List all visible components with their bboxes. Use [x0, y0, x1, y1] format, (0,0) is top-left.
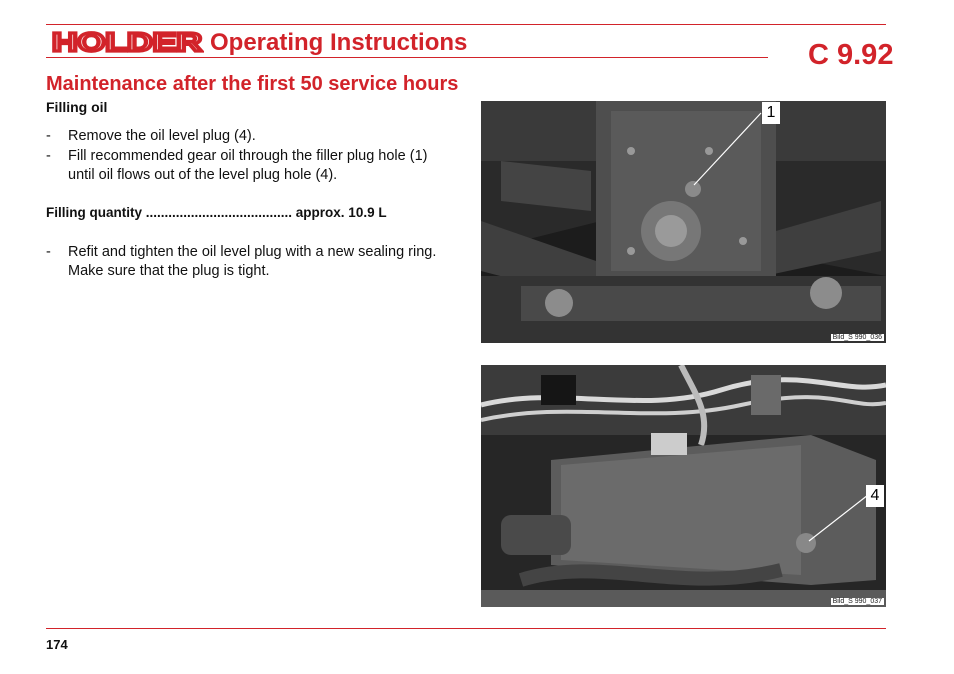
figure-axle-photo	[481, 101, 886, 343]
figure-caption: Bild_S 990_036	[832, 334, 882, 341]
svg-text:HOLDER: HOLDER	[52, 31, 203, 53]
step-item	[46, 147, 456, 185]
bullet-dash: -	[46, 148, 51, 164]
page-title: Operating Instructions	[210, 29, 468, 56]
quantity-label: Filling quantity .......................................	[46, 205, 293, 220]
step-text: Fill recommended gear oil through the filler plug hole (1) until oil flows out of the level plug hole (4).	[68, 148, 428, 183]
holder-logo	[52, 31, 204, 53]
callout-label: 4	[866, 485, 884, 507]
section-heading: Maintenance after the first 50 service hours	[46, 73, 459, 95]
sub-heading: Filling oil	[46, 99, 108, 115]
figure-caption: Bild_S 990_037	[832, 598, 882, 605]
bullet-dash: -	[46, 244, 51, 260]
step-text: Remove the oil level plug (4).	[68, 128, 256, 144]
footer-rule	[46, 628, 886, 629]
step-text: Refit and tighten the oil level plug with a new sealing ring. Make sure that the plug is tight.	[68, 244, 437, 279]
top-rule	[46, 24, 886, 25]
axle-photo-illustration	[481, 101, 886, 343]
callout-label: 1	[762, 102, 780, 124]
filling-quantity	[46, 205, 387, 220]
bullet-dash: -	[46, 128, 51, 144]
header-rule	[46, 57, 768, 58]
quantity-value: approx. 10.9 L	[295, 205, 387, 220]
step-item	[46, 127, 456, 146]
section-code: C 9.92	[808, 39, 894, 71]
step-item	[46, 243, 456, 281]
page-number: 174	[46, 637, 68, 652]
motor-photo-illustration	[481, 365, 886, 607]
figure-motor-photo	[481, 365, 886, 607]
